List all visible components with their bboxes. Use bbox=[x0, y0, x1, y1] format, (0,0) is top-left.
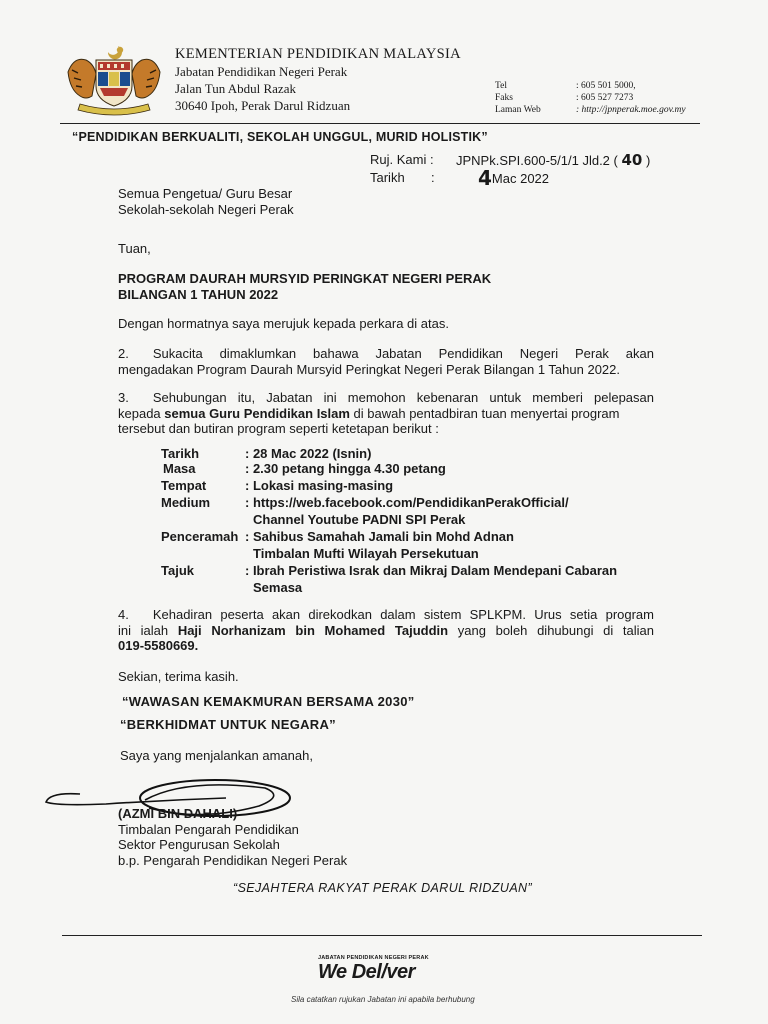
contact-phone: 019-5580669. bbox=[118, 638, 199, 653]
footer-divider bbox=[62, 935, 702, 936]
p3-line-3: tersebut dan butiran program seperti ketetapan berikut : bbox=[118, 421, 439, 436]
program-details: Tarikh : 28 Mac 2022 (Isnin) Masa : 2.30 petang hingga 4.30 petang Tempat : Lokasi masing-masing Medium : https://web.facebook.com/PendidikanPerakOfficial/ Channel Youtube PADNI SPI Perak Penceramah : Sahibus Samahah Jamali bin Mohd Adnan Timbalan Mufti Wilayah Persekutuan Tajuk : Ibrah Peristiwa Israk dan Mikraj Dalam Mendepani Cabaran Semasa bbox=[161, 446, 618, 595]
date-label: Tarikh bbox=[370, 170, 405, 185]
tel-value: : 605 501 5000, bbox=[576, 81, 636, 91]
ministry-name: KEMENTERIAN PENDIDIKAN MALAYSIA bbox=[175, 46, 461, 62]
reference-values bbox=[456, 151, 650, 188]
department-address bbox=[175, 63, 350, 114]
signatory-name: (AZMI BIN DAHALI) bbox=[118, 806, 238, 821]
web-value: : http://jpnperak.moe.gov.my bbox=[576, 105, 686, 115]
paragraph-3 bbox=[118, 390, 654, 437]
subject-line-1: PROGRAM DAURAH MURSYID PERINGKAT NEGERI PERAK bbox=[118, 271, 492, 286]
date-colon: : bbox=[431, 170, 435, 185]
slogan-berkhidmat: “BERKHIDMAT UNTUK NEGARA” bbox=[120, 717, 336, 732]
signatory-title-3: b.p. Pengarah Pendidikan Negeri Perak bbox=[118, 852, 348, 868]
fax-label: Faks bbox=[495, 93, 513, 103]
fax-value: : 605 527 7273 bbox=[576, 93, 634, 103]
slogan-wawasan: “WAWASAN KEMAKMURAN BERSAMA 2030” bbox=[122, 694, 415, 709]
signatory-title-2: Sektor Pengurusan Sekolah bbox=[118, 837, 280, 852]
ruj-handwritten-number: 40 bbox=[621, 151, 643, 169]
brand-caption: JABATAN PENDIDIKAN NEGERI PERAK bbox=[318, 955, 429, 961]
p4-line-2-pre: ini ialah bbox=[118, 622, 178, 638]
subject-line-2: BILANGAN 1 TAHUN 2022 bbox=[118, 286, 279, 302]
ruj-close: ) bbox=[645, 153, 651, 168]
footer-note: Sila catatkan rujukan Jabatan ini apabila berhubung bbox=[291, 995, 475, 1004]
secretariat-name: Haji Norhanizam bin Mohamed Tajuddin bbox=[177, 622, 449, 638]
department-name: Jabatan Pendidikan Negeri Perak bbox=[175, 64, 348, 79]
header-divider bbox=[60, 123, 700, 124]
date-handwritten-day: 4 bbox=[478, 166, 492, 190]
recipient-block bbox=[118, 186, 294, 217]
p4-number: 4. bbox=[118, 607, 129, 622]
ruj-label: Ruj. Kami : bbox=[370, 152, 434, 167]
p3-number: 3. bbox=[118, 390, 129, 405]
p3-line-1: Sehubungan itu, Jabatan ini memohon kebenaran untuk memberi pelepasan bbox=[152, 390, 654, 405]
p3-highlight: semua Guru Pendidikan Islam bbox=[164, 405, 350, 421]
p2-line-2: mengadakan Program Daurah Mursyid Peringkat Negeri Perak Bilangan 1 Tahun 2022. bbox=[118, 361, 620, 377]
p4-line-2-post: yang boleh dihubungi di talian bbox=[448, 622, 654, 638]
salutation: Tuan, bbox=[118, 241, 151, 256]
education-motto: “PENDIDIKAN BERKUALITI, SEKOLAH UNGGUL, MURID HOLISTIK” bbox=[72, 130, 488, 144]
paragraph-4 bbox=[118, 607, 654, 654]
ruj-value: JPNPk.SPI.600-5/1/1 Jld.2 ( bbox=[456, 153, 618, 168]
recipient-line-1: Semua Pengetua/ Guru Besar bbox=[118, 186, 293, 201]
subject bbox=[118, 271, 491, 302]
date-value: Mac 2022 bbox=[491, 171, 550, 186]
reference-labels bbox=[370, 151, 434, 187]
we-deliver-logo: We Del/ver bbox=[318, 961, 415, 983]
paragraph-2 bbox=[118, 346, 654, 377]
address-line-1: Jalan Tun Abdul Razak bbox=[175, 81, 296, 96]
p3-line-2-post: di bawah pentadbiran tuan menyertai program bbox=[349, 405, 620, 421]
web-label: Laman Web bbox=[495, 105, 541, 115]
signatory-block bbox=[118, 806, 347, 868]
coat-of-arms-emblem bbox=[62, 42, 166, 116]
p2-line-1: Sukacita dimaklumkan bahawa Jabatan Pendidikan Negeri Perak akan bbox=[152, 346, 654, 361]
contact-labels bbox=[495, 80, 541, 116]
recipient-line-2: Sekolah-sekolah Negeri Perak bbox=[118, 201, 294, 217]
address-line-2: 30640 Ipoh, Perak Darul Ridzuan bbox=[175, 98, 351, 113]
closing-thanks: Sekian, terima kasih. bbox=[118, 669, 239, 684]
p4-line-1: Kehadiran peserta akan direkodkan dalam sistem SPLKPM. Urus setia program bbox=[152, 607, 654, 622]
p2-number: 2. bbox=[118, 346, 129, 361]
paragraph-1: Dengan hormatnya saya merujuk kepada perkara di atas. bbox=[118, 316, 449, 331]
signatory-title-1: Timbalan Pengarah Pendidikan bbox=[118, 821, 299, 837]
tel-label: Tel bbox=[495, 81, 507, 91]
p3-line-2-pre: kepada bbox=[118, 405, 165, 421]
closing-trust: Saya yang menjalankan amanah, bbox=[120, 748, 313, 763]
state-motto: “SEJAHTERA RAKYAT PERAK DARUL RIDZUAN” bbox=[233, 881, 533, 895]
contact-values bbox=[576, 80, 686, 116]
